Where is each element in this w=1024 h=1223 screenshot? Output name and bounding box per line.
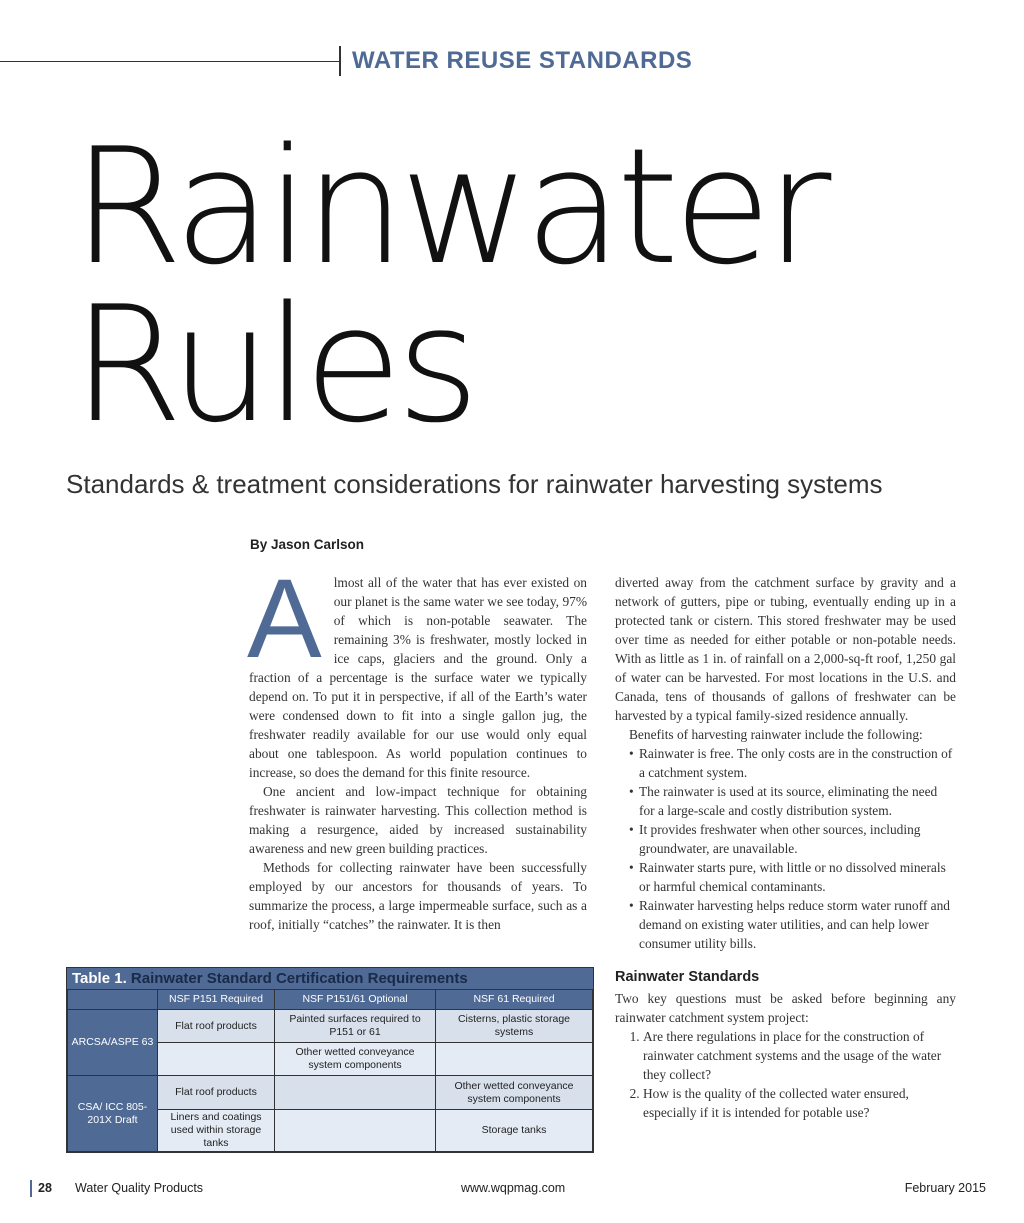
table-title: Rainwater Standard Certification Requirements — [130, 970, 468, 987]
benefits-list — [615, 744, 956, 953]
byline: By Jason Carlson — [250, 537, 365, 552]
footer-accent — [30, 1180, 32, 1197]
table-cell: Other wetted conveyance system components — [436, 1076, 593, 1110]
table-label: Table 1. — [72, 970, 127, 987]
table-row — [68, 1010, 593, 1043]
list-item: 2. How is the quality of the collected water ensured, especially if it is intended for potable use? — [643, 1084, 956, 1122]
benefits-intro: Benefits of harvesting rainwater include the following: — [629, 727, 923, 742]
table-row — [68, 1076, 593, 1110]
section-label: WATER REUSE STANDARDS — [352, 47, 693, 74]
page-number: 28 — [38, 1181, 52, 1195]
column-header: NSF P151 Required — [158, 990, 275, 1010]
list-item: 1. Are there regulations in place for the construction of rainwater catchment systems and the usage of the water they collect? — [643, 1027, 956, 1084]
article-title — [72, 113, 826, 458]
website-url: www.wqpmag.com — [461, 1181, 566, 1195]
table-grid — [67, 989, 593, 1152]
column-2 — [615, 573, 956, 1122]
article-subtitle: Standards & treatment considerations for rainwater harvesting systems — [66, 469, 883, 499]
column-header — [68, 990, 158, 1010]
paragraph: Two key questions must be asked before beginning any rainwater catchment system project: — [615, 991, 956, 1025]
table-cell: Painted surfaces required to P151 or 61 — [275, 1010, 436, 1043]
table-cell: Flat roof products — [158, 1076, 275, 1110]
list-item: • It provides freshwater when other sources, including groundwater, are unavailable. — [639, 820, 956, 858]
paragraph: One ancient and low-impact technique for obtaining freshwater is rainwater harvesting. This collection method is making a resurgence, aided by increased sustainability awareness and new green building practices. — [249, 784, 587, 856]
table-cell — [436, 1043, 593, 1076]
section-heading: Rainwater Standards — [615, 969, 760, 985]
questions-list — [615, 1027, 956, 1122]
header-divider — [339, 46, 341, 76]
header-rule — [0, 61, 339, 62]
table-cell — [275, 1110, 436, 1152]
table-caption — [67, 968, 593, 989]
publication-name: Water Quality Products — [75, 1181, 204, 1195]
table-cell: Cisterns, plastic storage systems — [436, 1010, 593, 1043]
table-cell: Other wetted conveyance system components — [275, 1043, 436, 1076]
list-item: • Rainwater is free. The only costs are in the construction of a catchment system. — [639, 744, 956, 782]
list-item: • Rainwater harvesting helps reduce storm water runoff and demand on existing water utilities, and can help lower consumer utility bills. — [639, 896, 956, 953]
certification-table — [66, 967, 594, 1153]
column-1 — [247, 556, 587, 934]
table-cell: Storage tanks — [436, 1110, 593, 1152]
column-header: NSF P151/61 Optional — [275, 990, 436, 1010]
row-group-label: CSA/ ICC 805-201X Draft — [68, 1076, 158, 1152]
drop-cap: A — [247, 556, 322, 681]
paragraph: Methods for collecting rainwater have been successfully employed by our ancestors for thousands of years. To summarize the process, a large impermeable surface, such as a roof, initially “catches” the rainwater. It is then — [249, 860, 587, 932]
paragraph: Almost all of the water that has ever existed on our planet is the same water we see today, 97% of which is non-potable seawater. The remaining 3% is freshwater, mostly locked in ice caps, glaciers and the ground. Only a fraction of a percentage is the surface water we typically depend on. To put it in perspective, if all of the Earth’s water were condensed down to fit into a single gallon jug, the freshwater readily available for our use would only equal about one tablespoon. As world population continues to increase, so does the demand for this finite resource. — [247, 556, 587, 780]
table-cell: Flat roof products — [158, 1010, 275, 1043]
column-header: NSF 61 Required — [436, 990, 593, 1010]
issue-date: February 2015 — [904, 1181, 986, 1195]
list-item: • Rainwater starts pure, with little or no dissolved minerals or harmful chemical contaminants. — [639, 858, 956, 896]
row-group-label: ARCSA/ASPE 63 — [68, 1010, 158, 1076]
title-line-1: Rainwater — [72, 113, 826, 300]
table-cell: Liners and coatings used within storage tanks — [158, 1110, 275, 1152]
paragraph: diverted away from the catchment surface by gravity and a network of gutters, pipe or tubing, eventually ending up in a protected tank or cistern. This stored freshwater may be used over time as needed for either potable or non-potable needs. With as little as 1 in. of rainfall on a 2,000-sq-ft roof, 1,250 gal of water can be harvested. For most locations in the U.S. and Canada, tens of thousands of gallons of freshwater can be harvested by a typical family-sized residence annually. — [615, 575, 956, 723]
table-header-row — [68, 990, 593, 1010]
table-cell — [275, 1076, 436, 1110]
table-cell — [158, 1043, 275, 1076]
title-line-2: Rules — [72, 271, 474, 458]
list-item: • The rainwater is used at its source, eliminating the need for a large-scale and costly distribution system. — [639, 782, 956, 820]
